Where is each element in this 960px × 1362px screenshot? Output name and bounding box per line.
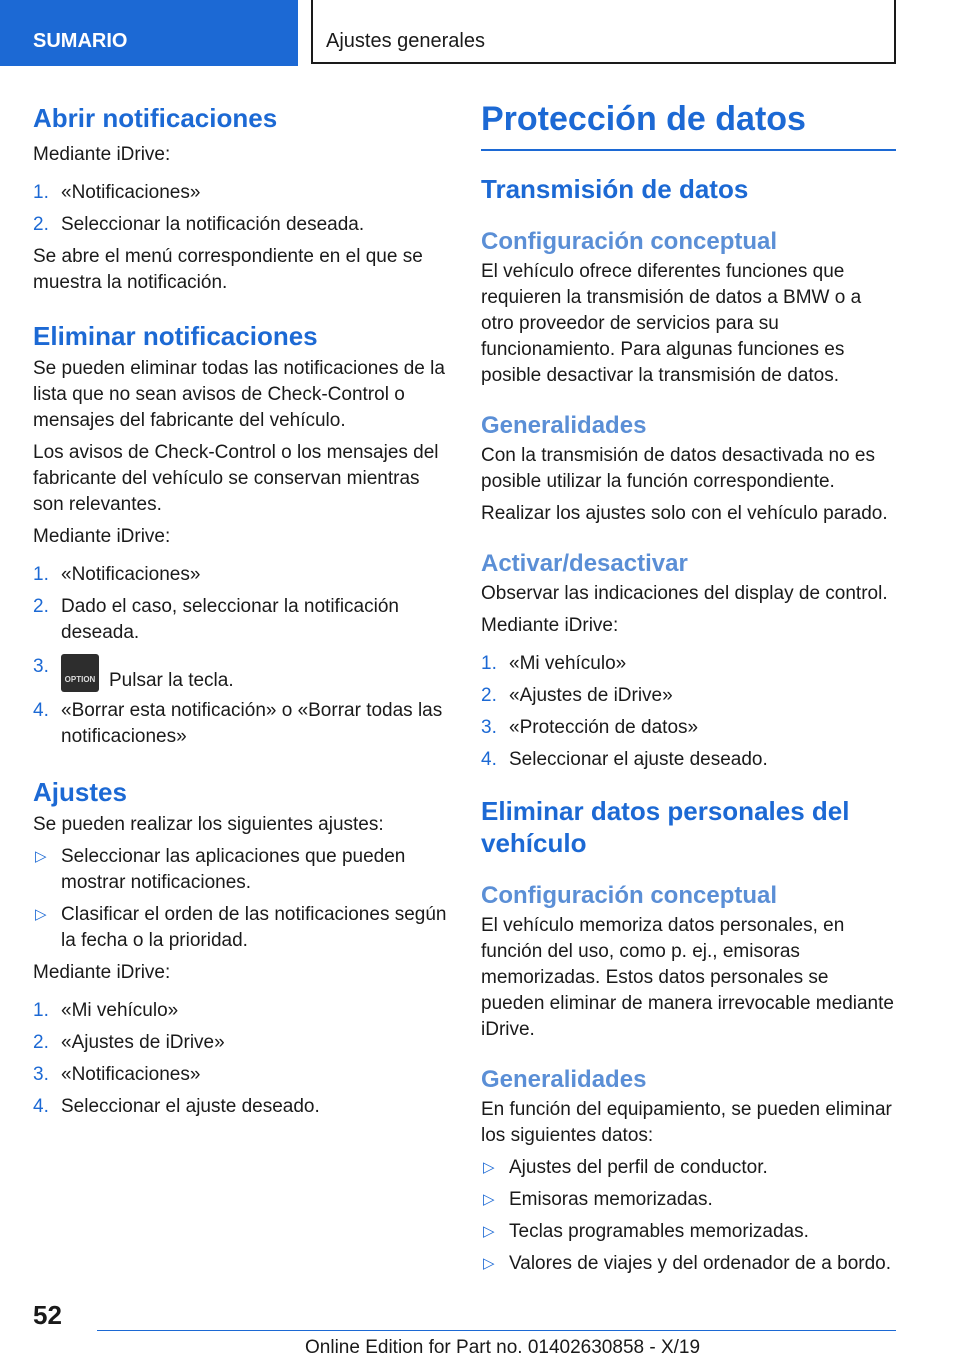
right-column: [481, 100, 896, 1277]
heading-transmision: Transmisión de datos: [481, 174, 749, 204]
triangle-bullet-icon: ▷: [483, 1159, 495, 1176]
ajustes-bullets: [33, 844, 453, 954]
triangle-bullet-icon: ▷: [483, 1255, 495, 1272]
list-item: ▷ Ajustes del perfil de conductor.: [481, 1155, 896, 1181]
left-column: [33, 100, 453, 1120]
list-item: 2. Dado el caso, seleccionar la notificación deseada.: [33, 596, 399, 643]
heading-eliminar: Eliminar notificaciones: [33, 321, 318, 351]
list-item: 2. «Ajustes de iDrive»: [33, 1032, 225, 1053]
triangle-bullet-icon: ▷: [35, 906, 47, 923]
list-item: 1. «Mi vehículo»: [33, 1000, 179, 1021]
activar-steps: [481, 651, 896, 773]
section-title: Ajustes generales: [311, 0, 896, 64]
heading-concept-2: Configuración conceptual: [481, 882, 778, 909]
page-number: 52: [33, 1300, 62, 1330]
eliminar-concept-text: El vehículo memoriza datos personales, en función del uso, como p. ej., emisoras memorizadas. Estos datos personales se pueden eliminar de manera irrevocable mediante iDrive.: [481, 915, 894, 1040]
heading-generalidades-2: Generalidades: [481, 1066, 647, 1093]
list-item: 3. OPTION Pulsar la tecla.: [33, 656, 234, 691]
abrir-result: Se abre el menú correspondiente en el que se muestra la notificación.: [33, 246, 423, 293]
page-header: [0, 0, 960, 66]
activar-intro: Mediante iDrive:: [481, 615, 619, 636]
list-item: 4. «Borrar esta notificación» o «Borrar todas las notificaciones»: [33, 700, 443, 747]
transmision-general-p2: Realizar los ajustes solo con el vehículo parado.: [481, 503, 888, 524]
list-item: 3. «Notificaciones»: [33, 1064, 201, 1085]
transmision-general-p1: Con la transmisión de datos desactivada no es posible utilizar la función correspondiente.: [481, 445, 875, 492]
list-item: 4. Seleccionar el ajuste deseado.: [481, 749, 768, 770]
activar-p1: Observar las indicaciones del display de control.: [481, 583, 888, 604]
list-item: ▷ Valores de viajes y del ordenador de a bordo.: [481, 1251, 896, 1277]
list-item: 1. «Mi vehículo»: [481, 653, 627, 674]
ajustes-intro: Se pueden realizar los siguientes ajustes:: [33, 814, 384, 835]
list-item: ▷ Teclas programables memorizadas.: [481, 1219, 896, 1245]
transmision-concept-text: El vehículo ofrece diferentes funciones que requieren la transmisión de datos a BMW o a otro proveedor de servicios para su funcionamiento. Para algunas funciones es posible desactivar la transmisión de datos.: [481, 261, 862, 386]
eliminar-bullets: [481, 1155, 896, 1277]
triangle-bullet-icon: ▷: [483, 1223, 495, 1240]
footer-edition: Online Edition for Part no. 01402630858 - X/19: [305, 1337, 701, 1358]
abrir-steps: [33, 180, 453, 238]
ajustes-steps: [33, 998, 453, 1120]
heading-concept: Configuración conceptual: [481, 228, 778, 255]
ajustes-intro2: Mediante iDrive:: [33, 962, 171, 983]
list-item: ▷ Emisoras memorizadas.: [481, 1187, 896, 1213]
abrir-intro: Mediante iDrive:: [33, 144, 171, 165]
list-item: 1. «Notificaciones»: [33, 182, 201, 203]
heading-eliminar-datos: Eliminar datos personales del vehículo: [481, 796, 850, 858]
heading-abrir: Abrir notificaciones: [33, 103, 278, 133]
heading-ajustes: Ajustes: [33, 777, 127, 807]
list-item: 1. «Notificaciones»: [33, 564, 201, 585]
list-item: ▷ Seleccionar las aplicaciones que pueden mostrar notificaciones.: [35, 846, 406, 893]
list-item: 2. «Ajustes de iDrive»: [481, 685, 673, 706]
list-item: 4. Seleccionar el ajuste deseado.: [33, 1096, 320, 1117]
heading-generalidades: Generalidades: [481, 412, 647, 439]
eliminar-p2: Los avisos de Check-Control o los mensajes del fabricante del vehículo se conservan mientras son relevantes.: [33, 442, 439, 515]
summary-tab[interactable]: SUMARIO: [0, 0, 298, 66]
heading-activar: Activar/desactivar: [481, 550, 688, 577]
list-item: ▷ Clasificar el orden de las notificaciones según la fecha o la prioridad.: [35, 904, 447, 951]
list-item: 2. Seleccionar la notificación deseada.: [33, 214, 365, 235]
eliminar-steps: [33, 562, 453, 750]
triangle-bullet-icon: ▷: [483, 1191, 495, 1208]
eliminar-intro: Mediante iDrive:: [33, 526, 171, 547]
footer-divider: [97, 1330, 896, 1331]
eliminar-p1: Se pueden eliminar todas las notificaciones de la lista que no sean avisos de Check-Control o mensajes del fabricante del vehículo.: [33, 358, 445, 431]
list-item: 3. «Protección de datos»: [481, 717, 699, 738]
option-key-icon: OPTION: [61, 654, 99, 692]
triangle-bullet-icon: ▷: [35, 848, 47, 865]
eliminar-general-text: En función del equipamiento, se pueden eliminar los siguientes datos:: [481, 1099, 892, 1146]
page-title: Protección de datos: [481, 100, 896, 151]
